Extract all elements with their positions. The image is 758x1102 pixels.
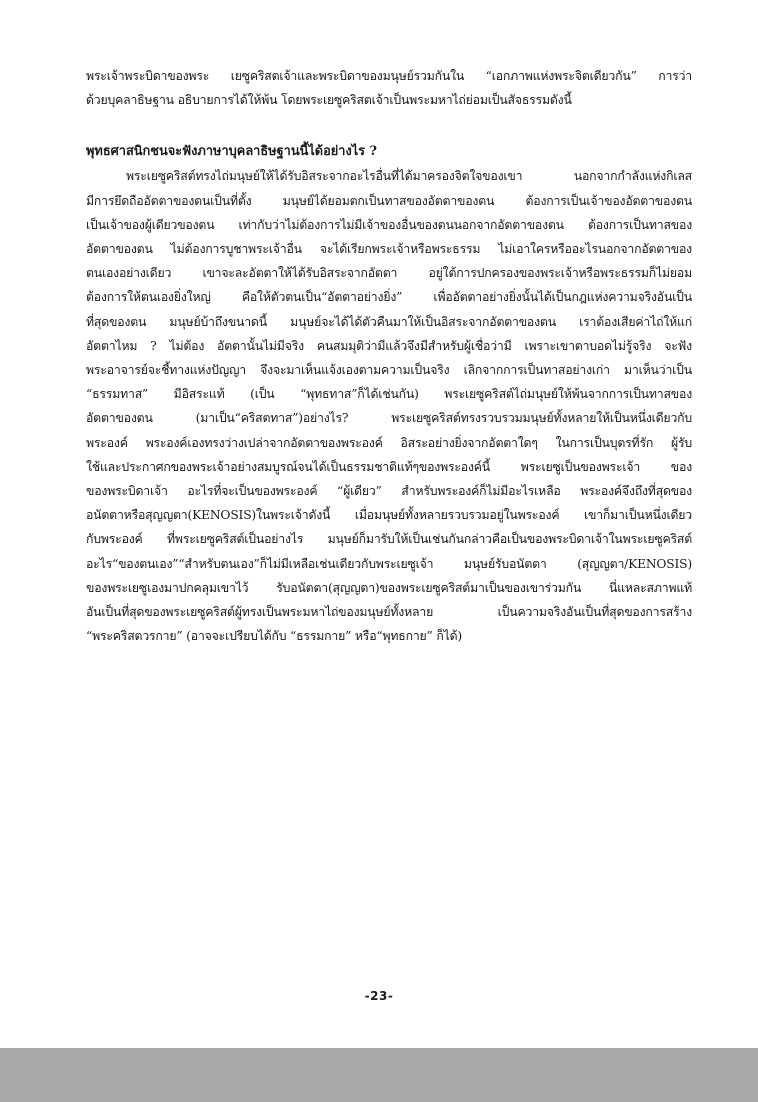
body-paragraph: [86, 164, 692, 648]
text-line: อะไร“ของตนเอง”“สำหรับตนเอง”ก็ไม่มีเหลือเช่นเดียวกับพระเยซูเจ้า มนุษย์รับอนัตตา (สุญญตา/KENOSIS): [86, 556, 692, 571]
text-line: พระเยซูคริสต์ทรงไถ่มนุษย์ให้ได้รับอิสระจากอะไรอื่นที่ได้มาครองจิตใจของเขา นอกจากกำลังแห่งกิเลส: [126, 169, 692, 184]
page-number: -23-: [364, 989, 394, 1003]
paragraph-spacer: [86, 112, 692, 140]
text-line: อนัตตาหรือสุญญตา(KENOSIS)ในพระเจ้าดังนี้ เมื่อมนุษย์ทั้งหลายรวบรวมอยู่ในพระองค์ เขาก็มาเป็นหนึ่งเดียว: [86, 508, 692, 523]
text-line: กับพระองค์ ที่พระเยซูคริสต์เป็นอย่างไร มนุษย์ก็มารับให้เป็นเช่นกันกล่าวคือเป็นของพระบิดาเจ้าในพระเยซูคริสต์: [86, 532, 692, 547]
text-line: ตนเองอย่างเดียว เขาจะละอัตตาให้ได้รับอิสระจากอัตตา อยู่ใต้การปกครองของพระเจ้าหรือพระธรรมก็ไม่ยอม: [86, 266, 692, 281]
text-line: ใช้และประกาศกของพระเจ้าอย่างสมบูรณ์จนได้เป็นธรรมชาติแท้ๆของพระองค์นี้ พระเยซูเป็นของพระเจ้า ของ: [86, 459, 692, 474]
text-line: อัตตาไหม ? ไม่ต้อง อัตตานั้นไม่มีจริง คนสมมุติว่ามีแล้วจึงมีสำหรับผู้เชื่อว่ามี เพราะเขาตาบอดไม่รู้จริง จะฟัง: [86, 338, 692, 353]
text-line: อัตตาของตน ไม่ต้องการบูชาพระเจ้าอื่น จะได้เรียกพระเจ้าหรือพระธรรม ไม่เอาใครหรืออะไรนอกจากอัตตาของ: [86, 242, 692, 257]
text-line: ด้วยบุคลาธิษฐาน อธิบายการได้ให้พ้น โดยพระเยซูคริสตเจ้าเป็นพระมหาไถ่ย่อมเป็นสัจธรรมดังนี้: [86, 93, 572, 108]
text-line: พระอาจารย์จะชี้ทางแห่งปัญญา จึงจะมาเห็นแจ้งเองตามความเป็นจริง เลิกจากการเป็นทาสอย่างเก่า มาเห็นว่าเป็น: [86, 363, 692, 378]
text-line: พระองค์ พระองค์เองทรงว่างเปล่าจากอัตตาของพระองค์ อิสระอย่างยิ่งจากอัตตาใดๆ ในการเป็นบุตรที่รัก ผู้รับ: [86, 435, 692, 450]
text-line: “ธรรมทาส” มีอิสระแท้ (เป็น “พุทธทาส”ก็ได้เช่นกัน) พระเยซูคริสต์ไถ่มนุษย์ให้พ้นจากการเป็นทาสของ: [86, 387, 692, 402]
text-line: “พระคริสตวรกาย” (อาจจะเปรียบได้กับ “ธรรมกาย” หรือ“พุทธกาย” ก็ได้): [86, 629, 462, 644]
text-line: ต้องการให้ตนเองยิ่งใหญ่ คือให้ตัวตนเป็น“อัตตาอย่างยิ่ง” เพื่ออัตตาอย่างยิ่งนั้นได้เป็นกฎแห่งความจริงอันเป็น: [86, 290, 692, 305]
section-heading: พุทธศาสนิกชนจะฟังภาษาบุคลาธิษฐานนี้ได้อย่างไร ?: [86, 144, 377, 160]
text-line: ของพระเยซูเองมาปกคลุมเขาไว้ รับอนัตตา(สุญญตา)ของพระเยซูคริสต์มาเป็นของเขาร่วมกัน นี่แหละสภาพแท้: [86, 580, 692, 595]
page-content: [86, 64, 692, 648]
text-line: ของพระบิดาเจ้า อะไรที่จะเป็นของพระองค์ “ผู้เดียว” สำหรับพระองค์ก็ไม่มีอะไรเหลือ พระองค์จึงถึงที่สุดของ: [86, 484, 692, 499]
text-line: พระเจ้าพระบิดาของพระ เยซูคริสตเจ้าและพระบิดาของมนุษย์รวมกันใน “เอกภาพแห่งพระจิตเดียวกัน” การว่า: [86, 69, 692, 83]
text-line: อันเป็นที่สุดของพระเยซูคริสต์ผู้ทรงเป็นพระมหาไถ่ของมนุษย์ทั้งหลาย เป็นความจริงอันเป็นที่สุดของการสร้าง: [86, 605, 692, 620]
scan-margin: [0, 1048, 758, 1102]
text-line: ที่สุดของตน มนุษย์บ้าถึงขนาดนี้ มนุษย์จะได้ได้ตัวคืนมาให้เป็นอิสระจากอัตตาของตน เราต้องเสียค่าไถ่ให้แก่: [86, 314, 692, 329]
intro-paragraph: [86, 64, 692, 112]
text-line: มีการยึดถืออัตตาของตนเป็นที่ตั้ง มนุษย์ได้ยอมตกเป็นทาสของอัตตาของตน ต้องการเป็นเจ้าของอัตตาของตน: [86, 193, 692, 208]
text-line: อัตตาของตน (มาเป็น“คริสตทาส”)อย่างไร? พระเยซูคริสต์ทรงรวบรวมมนุษย์ทั้งหลายให้เป็นหนึ่งเดียวกับ: [86, 411, 692, 426]
text-line: เป็นเจ้าของผู้เดียวของตน เท่ากับว่าไม่ต้องการไม่มีเจ้าของอื่นของตนนอกจากอัตตาของตน ต้องการเป็นทาสของ: [86, 217, 692, 232]
